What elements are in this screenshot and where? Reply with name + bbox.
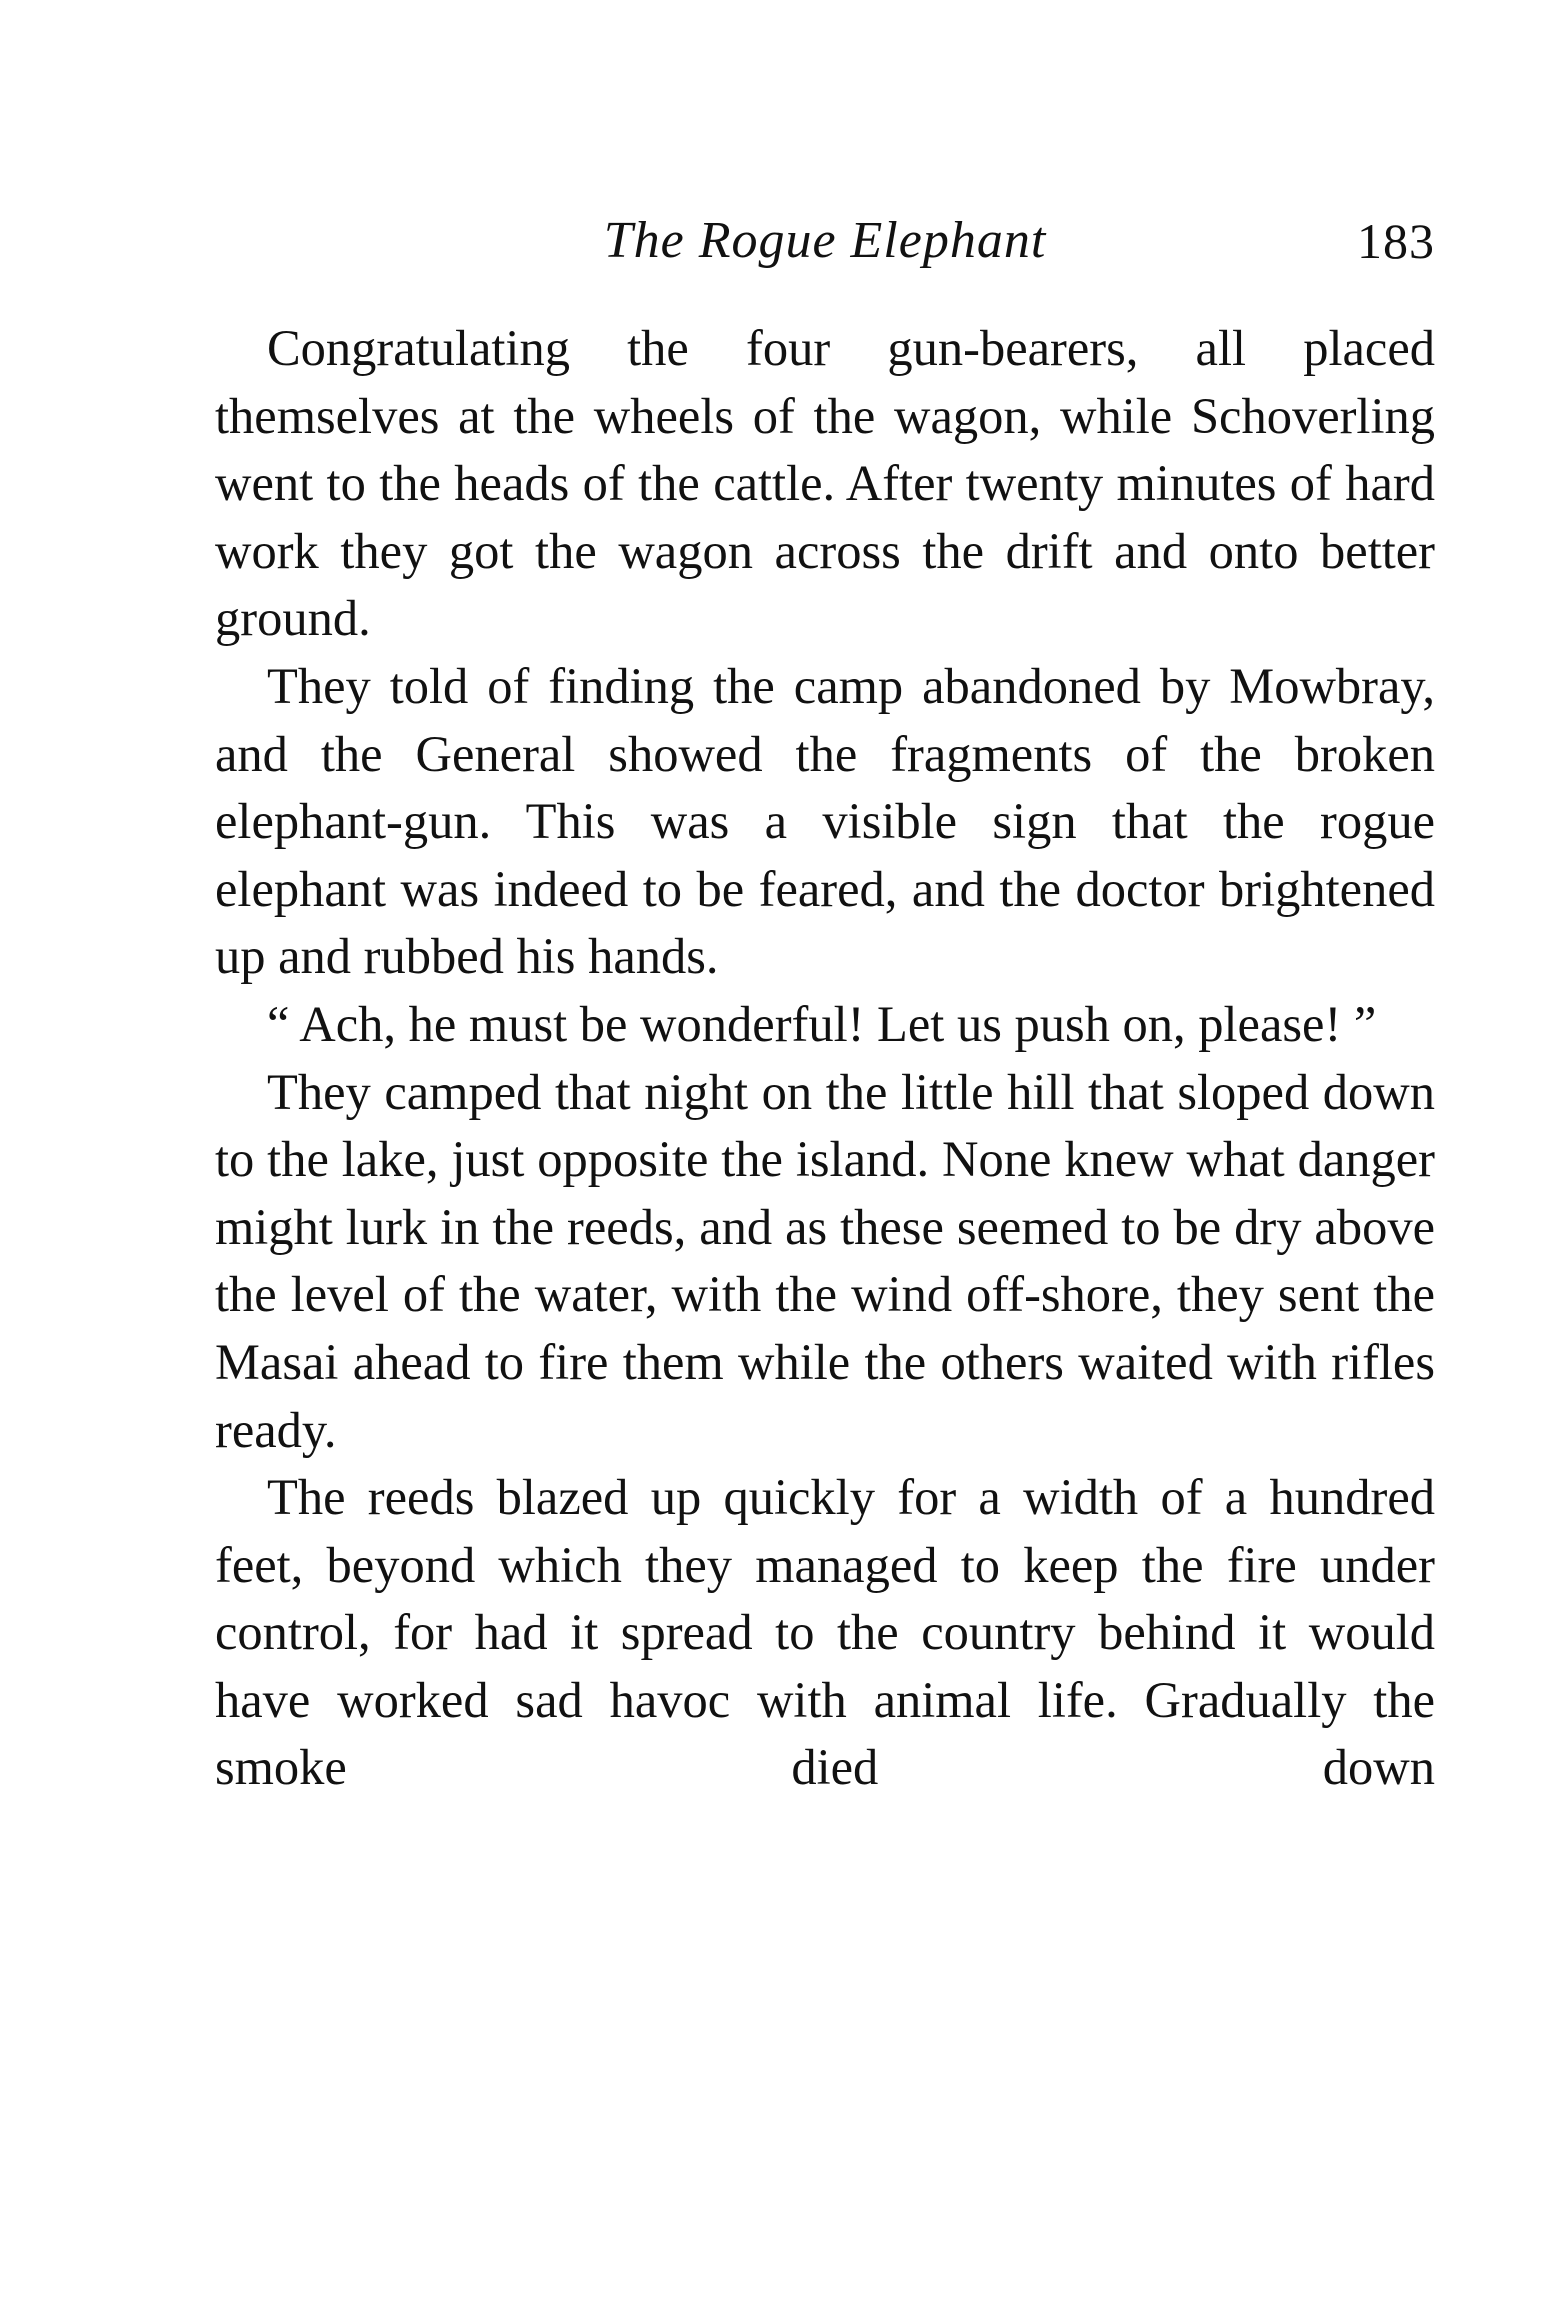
paragraph-2: They told of finding the camp abandoned by Mowbray, and the General showed the fragments of the broken elephant-gun. This was a visible sign that the rogue elephant was indeed to be feared, and the doctor brightened up and rubbed his hands. [215,657,1435,985]
paragraph-4: They camped that night on the little hill that sloped down to the lake, just opposite the island. None knew what danger might lurk in the reeds, and as these seemed to be dry above the level of the water, with the wind off-shore, they sent the Masai ahead to fire them while the others waited with rifles ready. [215,1063,1435,1458]
running-head [215,206,1435,276]
paragraph-1: Congratulating the four gun-bearers, all placed themselves at the wheels of the wagon, while Schoverling went to the heads of the cattle. After twenty minutes of hard work they got the wagon across the drift and onto better ground. [215,320,1435,647]
running-title: The Rogue Elephant [603,212,1047,269]
page-number: 183 [1357,213,1435,269]
paragraph-5: The reeds blazed up quickly for a width of a hundred feet, beyond which they managed to keep the fire under control, for had it spread to the country behind it would have worked sad havoc with animal life. Gradually the smoke died down [215,1469,1435,1796]
paragraph-3: “ Ach, he must be wonderful! Let us push on, please! ” [267,995,1377,1052]
body-text [215,315,1435,1802]
